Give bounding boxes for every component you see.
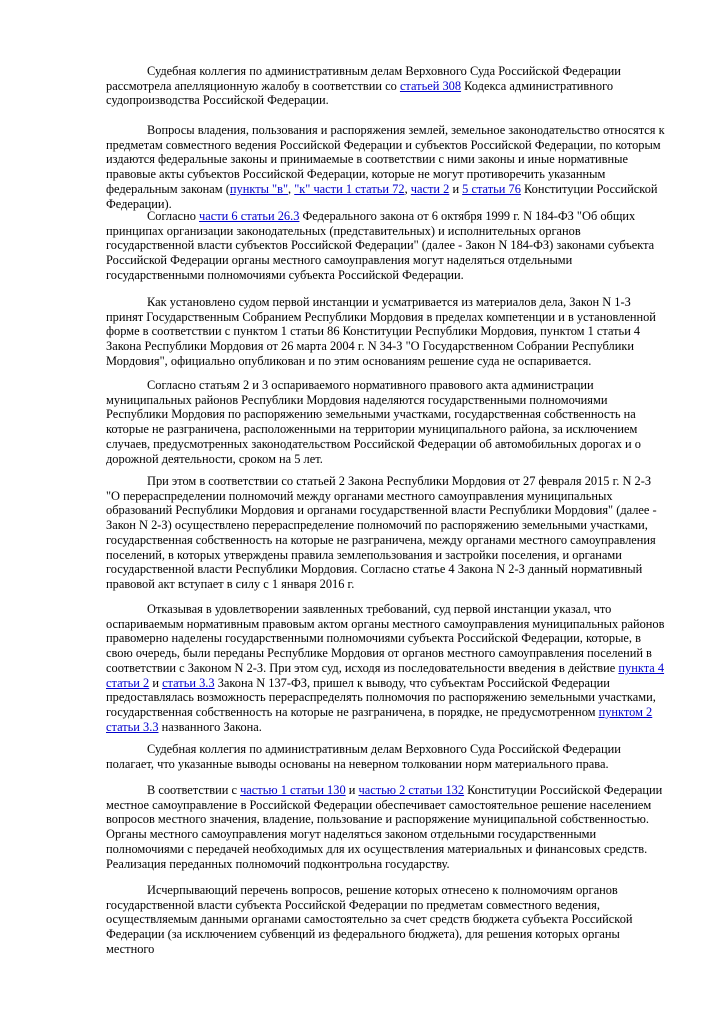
- paragraph: [106, 602, 666, 734]
- law-reference-link[interactable]: частью 2 статьи 132: [358, 783, 465, 797]
- text-run: Кодекса административного судопроизводства Российской Федерации.: [106, 78, 614, 108]
- text-run: названного Закона.: [158, 719, 262, 734]
- text-run: и: [345, 783, 359, 797]
- text-run: Закона N 137-ФЗ, пришел к выводу, что субъектам Российской Федерации предоставлялась возможность перераспределять полномочия по распоряжению земельными участками, государственная собственность на которые не разграничена, в порядке, не предусмотренном: [106, 675, 656, 719]
- text-run: и: [449, 181, 463, 196]
- paragraph: [106, 295, 666, 369]
- law-reference-link[interactable]: частью 1 статьи 130: [240, 783, 346, 797]
- text-run: В соответствии с: [147, 783, 241, 797]
- text-run: Конституции Российской Федерации местное самоуправление в Российской Федерации обеспечивает самостоятельное решение населением вопросов местного значения, владение, пользование и распоряжение муниципальной собственностью. Органы местного самоуправления могут наделяться законом отдельными государственными полномочиями с передачей необходимых для их осуществления материальных и финансовых средств. Реализация переданных полномочий подконтрольна государству.: [106, 783, 663, 871]
- text-run: Согласно статьям 2 и 3 оспариваемого нормативного правового акта администрации муниципальных районов Республики Мордовия наделяются государственными полномочиями Республики Мордовия по распоряжению земельными участками, государственная собственность на которые не разграничена, расположенными на территории муниципального района, за исключением случаев, предусмотренных законодательством Российской Федерации об автомобильных дорогах и о дорожной деятельности, сроком на 5 лет.: [106, 378, 641, 466]
- text-run: При этом в соответствии со статьей 2 Закона Республики Мордовия от 27 февраля 2015 г. N 2-З "О перераспределении полномочий между органами местного самоуправления муниципальных образований Республики Мордовия и органами государственной власти Республики Мордовия" (далее - Закон N 2-З) осуществлено перераспределение полномочий по распоряжению земельными участками, государственная собственность на которые не разграничена, между органами местного самоуправления поселений, в которых утверждены правила землепользования и застройки поселения, и органами государственной власти Республики Мордовия. Согласно статье 4 Закона N 2-З данный нормативный правовой акт вступает в силу с 1 января 2016 г.: [106, 474, 657, 591]
- paragraph: [106, 783, 666, 871]
- paragraph: [106, 123, 666, 211]
- text-run: ,: [404, 181, 411, 196]
- law-reference-link[interactable]: пунктом 2 статьи 3.3: [106, 704, 653, 734]
- text-run: Как установлено судом первой инстанции и усматривается из материалов дела, Закон N 1-З принят Государственным Собранием Республики Мордовия в пределах компетенции и в установленной форме в соответствии с пунктом 1 статьи 86 Конституции Республики Мордовия, пунктом 1 статьи 4 Закона Республики Мордовия от 26 марта 2004 г. N 34-З "О Государственном Собрании Республики Мордовия", официально опубликован и по этим основаниям решение суда не оспаривается.: [106, 295, 656, 368]
- text-run: Согласно: [147, 209, 200, 223]
- text-run: Федерального закона от 6 октября 1999 г. N 184-ФЗ "Об общих принципах организации законодательных (представительных) и исполнительных органов государственной власти субъектов Российской Федерации" (далее - Закон N 184-ФЗ) законами субъекта Российской Федерации органы местного самоуправления могут наделяться отдельными государственными полномочиями субъекта Российской Федерации.: [106, 209, 655, 282]
- text-run: Судебная коллегия по административным делам Верховного Суда Российской Федерации рассмотрела апелляционную жалобу в соответствии со: [106, 64, 621, 93]
- text-run: и: [149, 675, 163, 690]
- paragraph: [106, 474, 666, 592]
- law-reference-link[interactable]: "к" части 1 статьи 72: [294, 181, 405, 196]
- text-run: Конституции Российской Федерации).: [106, 181, 658, 211]
- text-run: ,: [288, 181, 295, 196]
- law-reference-link[interactable]: части 6 статьи 26.3: [199, 209, 300, 223]
- text-run: Отказывая в удовлетворении заявленных требований, суд первой инстанции указал, что оспариваемым нормативным правовым актом органы местного самоуправления муниципальных районов правомерно наделены государственными полномочиями субъекта Российской Федерации, которые, в свою очередь, были переданы Республике Мордовия от органов местного самоуправления поселений в соответствии с Законом N 2-З. При этом суд, исходя из последовательности введения в действие: [106, 602, 665, 675]
- paragraph: [106, 378, 666, 466]
- law-reference-link[interactable]: пункты "в": [229, 181, 289, 196]
- law-reference-link[interactable]: статьей 308: [399, 78, 462, 93]
- paragraph: [106, 64, 666, 108]
- law-reference-link[interactable]: части 2: [410, 181, 450, 196]
- text-run: Исчерпывающий перечень вопросов, решение которых отнесено к полномочиям органов государственной власти субъекта Российской Федерации по предметам совместного ведения, осуществляемым данными органами самостоятельно за счет средств бюджета субъекта Российской Федерации (за исключением субвенций из федерального бюджета), для решения которых органы местного: [106, 883, 633, 956]
- law-reference-link[interactable]: пункта 4 статьи 2: [106, 660, 665, 690]
- text-run: Судебная коллегия по административным делам Верховного Суда Российской Федерации полагает, что указанные выводы основаны на неверном толковании норм материального права.: [106, 742, 621, 771]
- paragraph: [106, 742, 666, 771]
- paragraph: [106, 209, 666, 283]
- law-reference-link[interactable]: 5 статьи 76: [462, 181, 521, 196]
- paragraph: [106, 883, 666, 957]
- text-run: Вопросы владения, пользования и распоряжения землей, земельное законодательство относятся к предметам совместного ведения Российской Федерации и субъектов Российской Федерации, по которым издаются федеральные законы и принимаемые в соответствии с ними законы и иные нормативные правовые акты субъектов Российской Федерации, которые не могут противоречить указанным федеральным законам (: [106, 123, 665, 196]
- law-reference-link[interactable]: статьи 3.3: [162, 675, 215, 690]
